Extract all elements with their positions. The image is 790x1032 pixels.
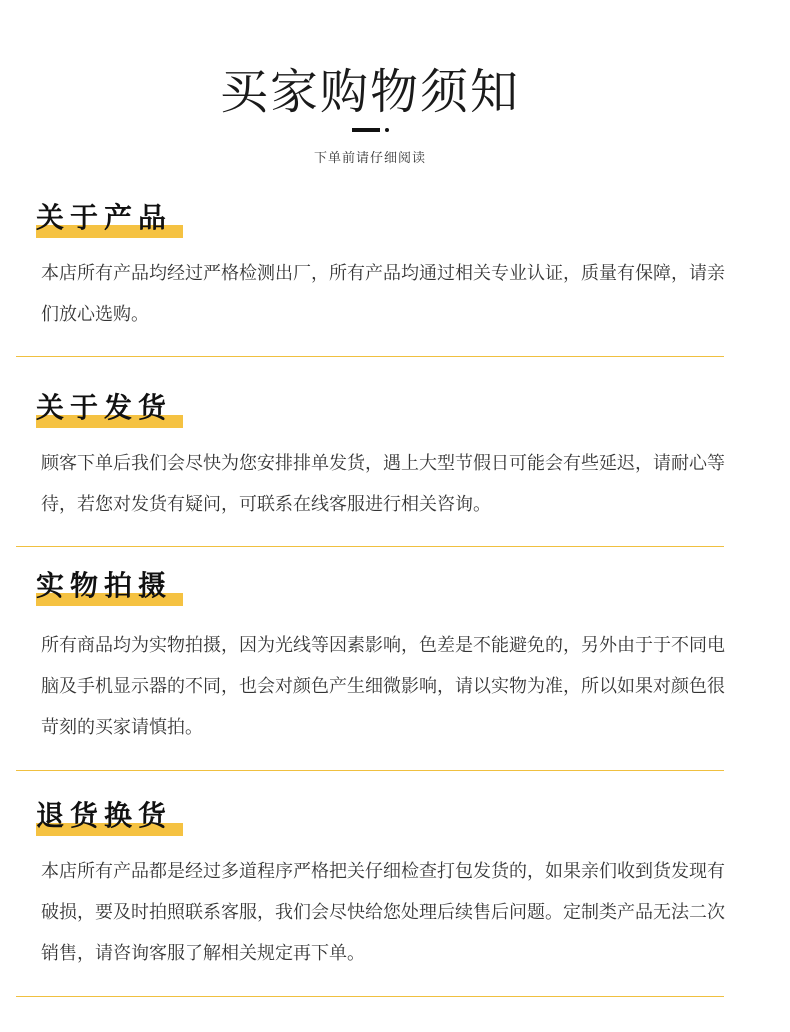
section-heading-text: 退货换货 [36, 799, 173, 832]
section-heading [36, 390, 172, 430]
section-body: 顾客下单后我们会尽快为您安排排单发货，遇上大型节假日可能会有些延迟，请耐心等待，若您对发货有疑问，可联系在线客服进行相关咨询。 [41, 453, 725, 515]
section-heading-text: 实物拍摄 [36, 569, 173, 602]
section-returns-exchanges [16, 798, 724, 997]
section-real-photos [16, 568, 724, 771]
title-dot-decoration [385, 128, 389, 132]
section-heading [36, 200, 172, 240]
title-underline-decoration [352, 128, 380, 132]
section-body: 本店所有产品都是经过多道程序严格把关仔细检查打包发货的，如果亲们收到货发现有破损，要及时拍照联系客服，我们会尽快给您处理后续售后问题。定制类产品无法二次销售，请咨询客服了解相关规定再下单。 [41, 861, 725, 964]
section-about-product [16, 200, 724, 357]
section-heading-text: 关于发货 [36, 391, 173, 424]
section-heading-text: 关于产品 [36, 201, 173, 234]
section-body: 所有商品均为实物拍摄，因为光线等因素影响，色差是不能避免的，另外由于于不同电脑及手机显示器的不同，也会对颜色产生细微影响，请以实物为准，所以如果对颜色很苛刻的买家请慎拍。 [41, 635, 725, 738]
page-subtitle: 下单前请仔细阅读 [313, 151, 426, 166]
section-about-shipping [16, 390, 724, 547]
section-heading [36, 798, 172, 838]
section-heading [36, 568, 172, 608]
page-title: 买家购物须知 [219, 64, 520, 120]
section-body: 本店所有产品均经过严格检测出厂，所有产品均通过相关专业认证，质量有保障，请亲们放心选购。 [41, 263, 725, 325]
